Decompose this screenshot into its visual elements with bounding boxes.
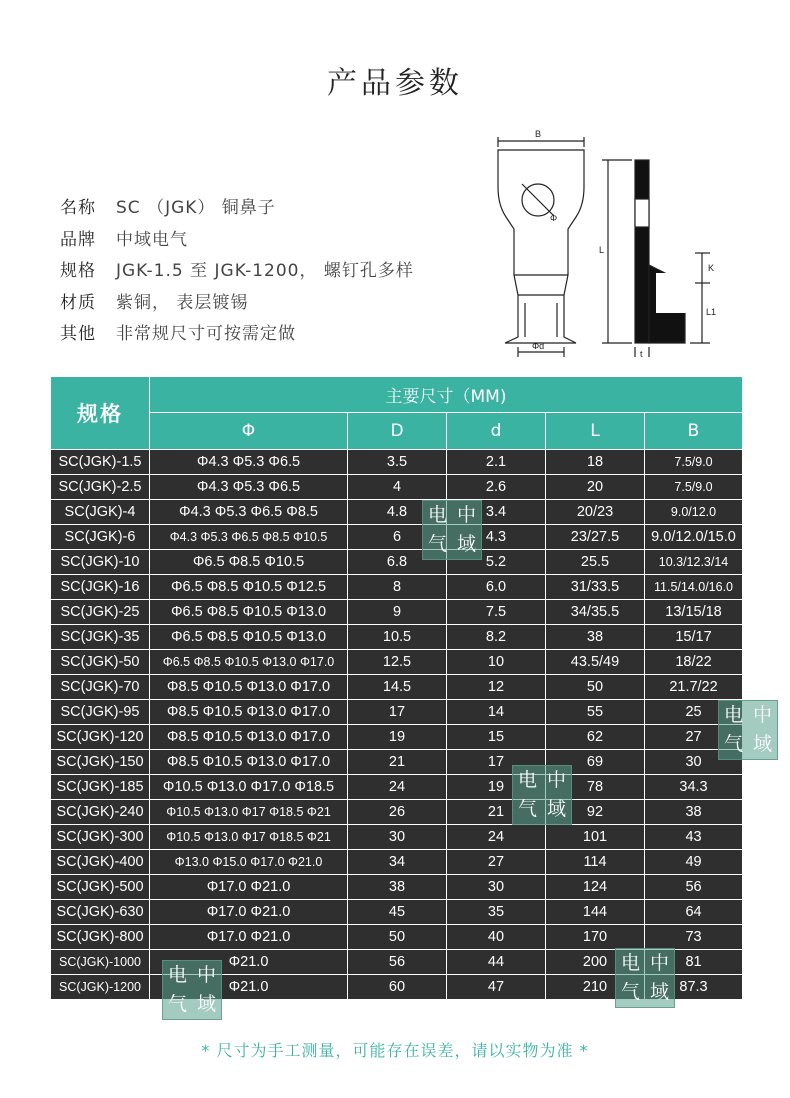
width-cell: 27 [645,725,743,750]
outer-d-cell: 21 [348,750,447,775]
model-column-header: 规格 [51,377,150,450]
width-cell: 18/22 [645,650,743,675]
table-row [51,775,743,800]
page-title: 产品参数 [327,66,463,101]
table-row [51,650,743,675]
length-cell: 78 [546,775,645,800]
outer-d-cell: 45 [348,900,447,925]
length-cell: 34/35.5 [546,600,645,625]
inner-d-cell: 19 [447,775,546,800]
watermark-logo: 电 中 气 域 [422,500,482,560]
length-cell: 124 [546,875,645,900]
model-cell: SC(JGK)-1.5 [51,450,150,475]
table-row [51,850,743,875]
table-row [51,700,743,725]
outer-d-cell: 14.5 [348,675,447,700]
outer-d-cell: 4.8 [348,500,447,525]
param-value: SC （JGK） 铜鼻子 [116,198,276,219]
phi-cell: Φ13.0 Φ15.0 Φ17.0 Φ21.0 [150,850,348,875]
inner-d-cell: 30 [447,875,546,900]
footnote: * 尺寸为手工测量，可能存在误差，请以实物为准 * [201,1041,589,1060]
outer-d-cell: 19 [348,725,447,750]
outer-d-cell: 3.5 [348,450,447,475]
phi-cell: Φ4.3 Φ5.3 Φ6.5 [150,475,348,500]
table-row [51,450,743,475]
table-row [51,925,743,950]
watermark-logo: 电 中 气 域 [615,948,675,1008]
phi-cell: Φ6.5 Φ8.5 Φ10.5 Φ13.0 [150,600,348,625]
spec-table-body [51,450,743,1000]
table-row [51,675,743,700]
param-key: 其他 [60,324,96,345]
column-header-l: L [546,413,645,450]
length-cell: 31/33.5 [546,575,645,600]
phi-cell: Φ8.5 Φ10.5 Φ13.0 Φ17.0 [150,725,348,750]
model-cell: SC(JGK)-25 [51,600,150,625]
length-cell: 92 [546,800,645,825]
width-cell: 7.5/9.0 [645,475,743,500]
phi-cell: Φ21.0 [150,975,348,1000]
width-cell: 87.3 [645,975,743,1000]
width-cell: 10.3/12.3/14 [645,550,743,575]
phi-cell: Φ6.5 Φ8.5 Φ10.5 Φ12.5 [150,575,348,600]
width-cell: 9.0/12.0/15.0 [645,525,743,550]
dimension-group-header: 主要尺寸（MM) [150,377,743,413]
phi-cell: Φ4.3 Φ5.3 Φ6.5 Φ8.5 Φ10.5 [150,525,348,550]
width-cell: 15/17 [645,625,743,650]
inner-d-cell: 10 [447,650,546,675]
outer-d-cell: 26 [348,800,447,825]
model-cell: SC(JGK)-240 [51,800,150,825]
length-cell: 210 [546,975,645,1000]
table-row [51,725,743,750]
table-row [51,750,743,775]
watermark-logo: 电 中 气 域 [718,700,778,760]
inner-d-cell: 6.0 [447,575,546,600]
model-cell: SC(JGK)-95 [51,700,150,725]
dim-label-b: B [534,129,542,139]
length-cell: 62 [546,725,645,750]
model-cell: SC(JGK)-2.5 [51,475,150,500]
table-row [51,475,743,500]
model-cell: SC(JGK)-150 [51,750,150,775]
outer-d-cell: 24 [348,775,447,800]
inner-d-cell: 17 [447,750,546,775]
outer-d-cell: 12.5 [348,650,447,675]
dim-label-phi: Φ [550,213,558,223]
width-cell: 11.5/14.0/16.0 [645,575,743,600]
outer-d-cell: 10.5 [348,625,447,650]
inner-d-cell: 14 [447,700,546,725]
width-cell: 21.7/22 [645,675,743,700]
param-row-brand [60,222,414,254]
table-row [51,550,743,575]
param-key: 材质 [60,292,96,313]
model-cell: SC(JGK)-1000 [51,950,150,975]
phi-cell: Φ21.0 [150,950,348,975]
outer-d-cell: 8 [348,575,447,600]
inner-d-cell: 21 [447,800,546,825]
inner-d-cell: 7.5 [447,600,546,625]
phi-cell: Φ6.5 Φ8.5 Φ10.5 [150,550,348,575]
dim-label-l: L [598,245,604,255]
width-cell: 49 [645,850,743,875]
table-row [51,625,743,650]
width-cell: 34.3 [645,775,743,800]
width-cell: 38 [645,800,743,825]
table-row [51,800,743,825]
inner-d-cell: 40 [447,925,546,950]
model-cell: SC(JGK)-35 [51,625,150,650]
inner-d-cell: 35 [447,900,546,925]
param-row-name [60,190,414,222]
param-value: 紫铜， 表层镀锡 [116,292,249,313]
model-cell: SC(JGK)-800 [51,925,150,950]
length-cell: 50 [546,675,645,700]
table-row [51,825,743,850]
inner-d-cell: 12 [447,675,546,700]
phi-cell: Φ8.5 Φ10.5 Φ13.0 Φ17.0 [150,750,348,775]
phi-cell: Φ6.5 Φ8.5 Φ10.5 Φ13.0 Φ17.0 [150,650,348,675]
column-header-b: B [645,413,743,450]
inner-d-cell: 2.1 [447,450,546,475]
phi-cell: Φ6.5 Φ8.5 Φ10.5 Φ13.0 [150,625,348,650]
inner-d-cell: 8.2 [447,625,546,650]
length-cell: 20 [546,475,645,500]
length-cell: 18 [546,450,645,475]
model-cell: SC(JGK)-70 [51,675,150,700]
outer-d-cell: 56 [348,950,447,975]
param-key: 规格 [60,261,96,282]
param-row-spec [60,253,414,285]
width-cell: 64 [645,900,743,925]
width-cell: 9.0/12.0 [645,500,743,525]
model-cell: SC(JGK)-6 [51,525,150,550]
phi-cell: Φ10.5 Φ13.0 Φ17 Φ18.5 Φ21 [150,825,348,850]
width-cell: 73 [645,925,743,950]
outer-d-cell: 17 [348,700,447,725]
length-cell: 23/27.5 [546,525,645,550]
param-key: 名称 [60,198,96,219]
param-row-material [60,285,414,317]
width-cell: 81 [645,950,743,975]
model-cell: SC(JGK)-630 [51,900,150,925]
dim-label-t: t [640,349,643,359]
inner-d-cell: 15 [447,725,546,750]
table-row [51,575,743,600]
watermark-logo: 电 中 气 域 [512,765,572,825]
param-row-other [60,316,414,348]
inner-d-cell: 2.6 [447,475,546,500]
dim-label-l1: L1 [706,307,717,317]
length-cell: 20/23 [546,500,645,525]
phi-cell: Φ8.5 Φ10.5 Φ13.0 Φ17.0 [150,700,348,725]
outer-d-cell: 60 [348,975,447,1000]
inner-d-cell: 4.3 [447,525,546,550]
table-row [51,500,743,525]
column-header-d-upper: D [348,413,447,450]
outer-d-cell: 6 [348,525,447,550]
model-cell: SC(JGK)-10 [51,550,150,575]
phi-cell: Φ10.5 Φ13.0 Φ17.0 Φ18.5 [150,775,348,800]
model-cell: SC(JGK)-16 [51,575,150,600]
model-cell: SC(JGK)-120 [51,725,150,750]
outer-d-cell: 9 [348,600,447,625]
product-params [60,190,414,348]
inner-d-cell: 47 [447,975,546,1000]
dim-label-k: K [708,263,715,273]
width-cell: 13/15/18 [645,600,743,625]
inner-d-cell: 44 [447,950,546,975]
column-header-phi: Φ [150,413,348,450]
phi-cell: Φ8.5 Φ10.5 Φ13.0 Φ17.0 [150,675,348,700]
outer-d-cell: 6.8 [348,550,447,575]
dim-label-d: Φd [532,341,545,351]
table-row [51,525,743,550]
length-cell: 170 [546,925,645,950]
outer-d-cell: 38 [348,875,447,900]
length-cell: 69 [546,750,645,775]
param-value: 中域电气 [116,229,188,250]
outer-d-cell: 50 [348,925,447,950]
width-cell: 25 [645,700,743,725]
inner-d-cell: 3.4 [447,500,546,525]
model-cell: SC(JGK)-1200 [51,975,150,1000]
param-value: JGK-1.5 至 JGK-1200， 螺钉孔多样 [116,261,414,282]
inner-d-cell: 24 [447,825,546,850]
width-cell: 56 [645,875,743,900]
length-cell: 38 [546,625,645,650]
length-cell: 55 [546,700,645,725]
phi-cell: Φ4.3 Φ5.3 Φ6.5 [150,450,348,475]
outer-d-cell: 4 [348,475,447,500]
length-cell: 101 [546,825,645,850]
model-cell: SC(JGK)-50 [51,650,150,675]
model-cell: SC(JGK)-500 [51,875,150,900]
model-cell: SC(JGK)-185 [51,775,150,800]
phi-cell: Φ17.0 Φ21.0 [150,925,348,950]
column-header-d-lower: d [447,413,546,450]
model-cell: SC(JGK)-400 [51,850,150,875]
lug-dimension-diagram [480,125,740,360]
outer-d-cell: 34 [348,850,447,875]
phi-cell: Φ4.3 Φ5.3 Φ6.5 Φ8.5 [150,500,348,525]
phi-cell: Φ10.5 Φ13.0 Φ17 Φ18.5 Φ21 [150,800,348,825]
model-cell: SC(JGK)-4 [51,500,150,525]
model-cell: SC(JGK)-300 [51,825,150,850]
length-cell: 114 [546,850,645,875]
length-cell: 25.5 [546,550,645,575]
spec-table [50,376,743,1000]
table-row [51,875,743,900]
param-key: 品牌 [60,229,96,250]
table-row [51,600,743,625]
length-cell: 43.5/49 [546,650,645,675]
length-cell: 144 [546,900,645,925]
table-row [51,900,743,925]
width-cell: 30 [645,750,743,775]
phi-cell: Φ17.0 Φ21.0 [150,900,348,925]
width-cell: 43 [645,825,743,850]
outer-d-cell: 30 [348,825,447,850]
inner-d-cell: 5.2 [447,550,546,575]
length-cell: 200 [546,950,645,975]
watermark-logo: 电 中 气 域 [162,960,222,1020]
phi-cell: Φ17.0 Φ21.0 [150,875,348,900]
param-value: 非常规尺寸可按需定做 [116,324,296,345]
width-cell: 7.5/9.0 [645,450,743,475]
inner-d-cell: 27 [447,850,546,875]
